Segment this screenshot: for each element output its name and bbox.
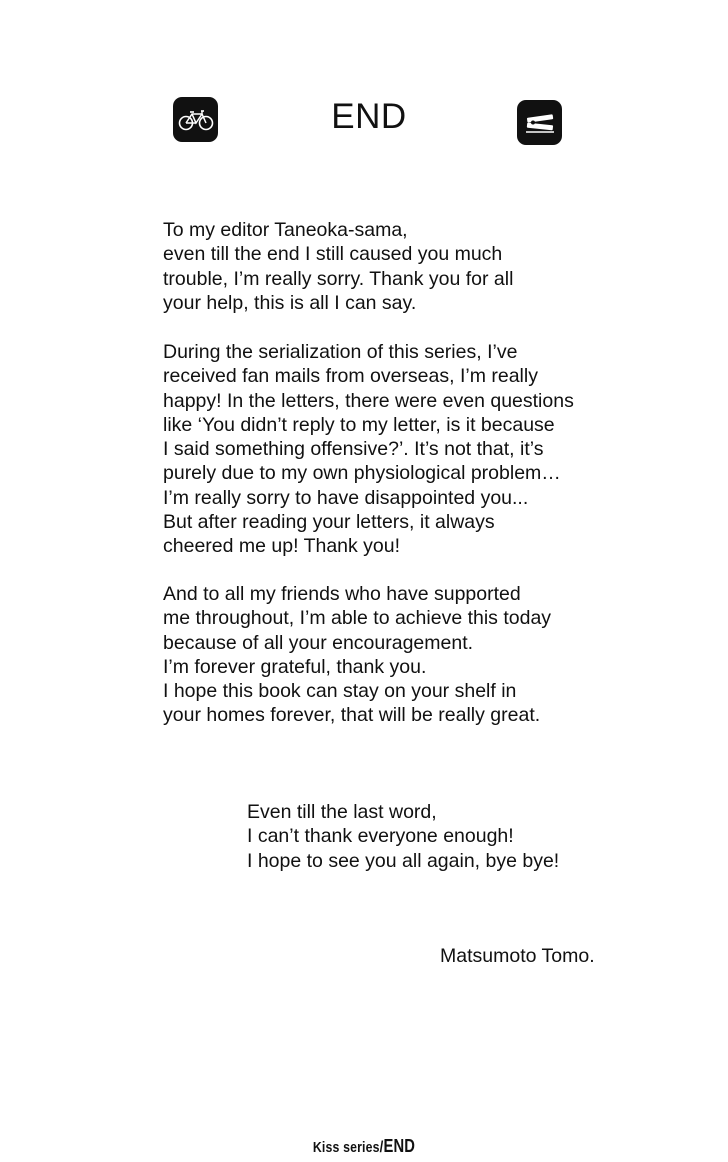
text-line: I’m forever grateful, thank you. [163, 655, 427, 678]
text-line: I can’t thank everyone enough! [247, 825, 514, 848]
text-line: happy! In the letters, there were even questions [163, 389, 574, 412]
text-line: even till the end I still caused you much [163, 243, 503, 266]
text-line: I’m really sorry to have disappointed you... [163, 486, 529, 509]
letter-paragraph-friends [163, 582, 633, 728]
letter-paragraph-editor [163, 218, 633, 315]
text-line: your homes forever, that will be really great. [163, 704, 541, 727]
author-signature: Matsumoto Tomo. [440, 945, 595, 967]
text-line: Even till the last word, [247, 801, 437, 823]
series-footer [66, 1136, 663, 1157]
page-title: END [331, 97, 407, 136]
text-line: During the serialization of this series, I’ve [163, 341, 518, 363]
closing-message [247, 800, 559, 873]
text-line: your help, this is all I can say. [163, 291, 417, 314]
text-line: To my editor Taneoka-sama, [163, 219, 408, 241]
text-line: I said something offensive?’. It’s not that, it’s [163, 438, 544, 461]
text-line: trouble, I’m really sorry. Thank you for all [163, 267, 514, 290]
text-line: cheered me up! Thank you! [163, 535, 401, 558]
text-line: I hope to see you all again, bye bye! [247, 849, 560, 872]
text-line: received fan mails from overseas, I’m really [163, 365, 538, 388]
text-line: me throughout, I’m able to achieve this today [163, 607, 552, 630]
series-separator: / [379, 1139, 384, 1156]
text-line: like ‘You didn’t reply to my letter, is it because [163, 413, 555, 436]
text-line: because of all your encouragement. [163, 631, 474, 654]
series-end-label: END [383, 1136, 416, 1156]
text-line: And to all my friends who have supported [163, 583, 521, 605]
text-line: I hope this book can stay on your shelf in [163, 680, 517, 703]
text-line: But after reading your letters, it always [163, 511, 495, 534]
clothes-pin-icon [517, 100, 562, 145]
text-line: purely due to my own physiological problem… [163, 462, 561, 485]
letter-paragraph-fans [163, 340, 633, 559]
series-name: Kiss series [312, 1139, 380, 1156]
